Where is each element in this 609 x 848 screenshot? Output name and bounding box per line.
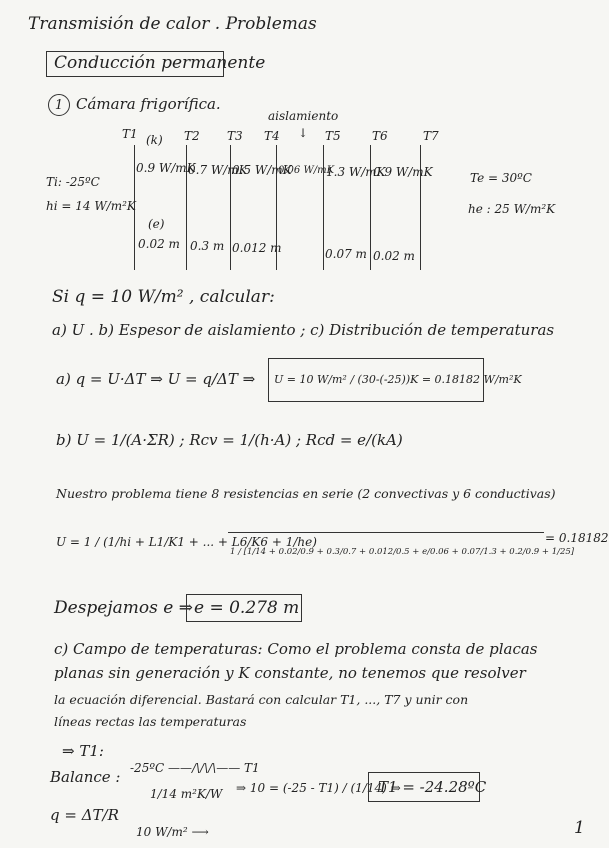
resistance-sketch: -25ºC ——/\/\/\—— T1	[130, 761, 260, 775]
k-value-3: 0.5 W/mK	[232, 163, 292, 177]
problem-number: 1	[48, 94, 70, 116]
insulation-arrow: ↓	[298, 126, 309, 140]
inside-temperature: Ti: -25ºC	[46, 175, 100, 189]
t1-result: T1 = -24.28ºC	[378, 778, 487, 796]
part-a-result: U = 10 W/m² / (30-(-25))K = 0.18182 W/m²K	[274, 373, 522, 386]
e-header: (e)	[148, 217, 165, 231]
t5-label: T5	[325, 129, 341, 143]
k-value-4: 0.06 W/mK	[278, 165, 335, 176]
insulation-label: aislamiento	[268, 109, 339, 123]
page-number: 1	[574, 818, 585, 838]
t1-heading: ⇒ T1:	[62, 742, 104, 760]
k-value-5: 1.3 W/mK	[326, 165, 386, 179]
page-title: Transmisión de calor . Problemas	[28, 14, 317, 34]
e-value-2: 0.3 m	[190, 239, 225, 253]
t7-label: T7	[423, 129, 439, 143]
heat-flux-arrow: 10 W/m² ⟶	[136, 825, 209, 839]
given-line: Si q = 10 W/m² , calcular:	[52, 287, 275, 307]
u-general: U = 1 / (1/hi + L1/K1 + ... + L6/K6 + 1/he)	[56, 535, 317, 549]
wall-line-5	[323, 145, 324, 270]
section-title: Conducción permanente	[54, 53, 266, 73]
resistance-value: 1/14 m²K/W	[150, 787, 223, 801]
k-value-6: 0.9 W/mK	[373, 165, 433, 179]
t3-label: T3	[227, 129, 243, 143]
e-value-1: 0.02 m	[138, 237, 180, 251]
e-result: e = 0.278 m	[194, 598, 300, 618]
part-c-line-2: planas sin generación y K constante, no tenemos que resolver	[54, 664, 526, 682]
balance-equation: ⇒ 10 = (-25 - T1) / (1/14) ⇒	[236, 781, 401, 795]
wall-line-7	[420, 145, 421, 270]
part-b-equation: b) U = 1/(A·ΣR) ; Rcv = 1/(h·A) ; Rcd = e/(kA)	[56, 431, 403, 449]
outside-temperature: Te = 30ºC	[470, 171, 532, 185]
part-c-line-3: la ecuación diferencial. Bastará con calcular T1, ..., T7 y unir con	[54, 692, 469, 707]
part-c-line-1: c) Campo de temperaturas: Como el problema consta de placas	[54, 640, 538, 658]
solve-e-line: Despejamos e ⇒	[54, 598, 193, 618]
part-c-line-4: líneas rectas las temperaturas	[54, 714, 247, 729]
e-value-5: 0.07 m	[325, 247, 367, 261]
asked-line: a) U . b) Espesor de aislamiento ; c) Distribución de temperaturas	[52, 321, 555, 339]
t1-label: T1	[122, 127, 138, 141]
k-value-1: 0.9 W/mK	[136, 161, 196, 175]
u-fraction-bar	[228, 532, 544, 533]
part-a-equation: a) q = U·ΔT ⇒ U = q/ΔT ⇒	[56, 370, 256, 388]
wall-line-6	[370, 145, 371, 270]
balance-label: Balance :	[50, 768, 121, 786]
k-header: (k)	[146, 133, 163, 147]
e-value-6: 0.02 m	[373, 249, 415, 263]
problem-title: Cámara frigorífica.	[76, 95, 221, 113]
u-result: = 0.18182	[545, 531, 609, 545]
e-value-3: 0.012 m	[232, 241, 282, 255]
inside-h: hi = 14 W/m²K	[46, 199, 136, 213]
t4-label: T4	[264, 129, 280, 143]
outside-h: he : 25 W/m²K	[468, 202, 556, 216]
t6-label: T6	[372, 129, 388, 143]
t2-label: T2	[184, 129, 200, 143]
q-definition: q = ΔT/R	[50, 806, 119, 824]
k-value-2: 0.7 W/mK	[188, 163, 248, 177]
resistances-line: Nuestro problema tiene 8 resistencias en serie (2 convectivas y 6 conductivas)	[56, 486, 556, 501]
u-numeric: 1 / [1/14 + 0.02/0.9 + 0.3/0.7 + 0.012/0.5 + e/0.06 + 0.07/1.3 + 0.2/0.9 + 1/25]	[230, 547, 575, 557]
